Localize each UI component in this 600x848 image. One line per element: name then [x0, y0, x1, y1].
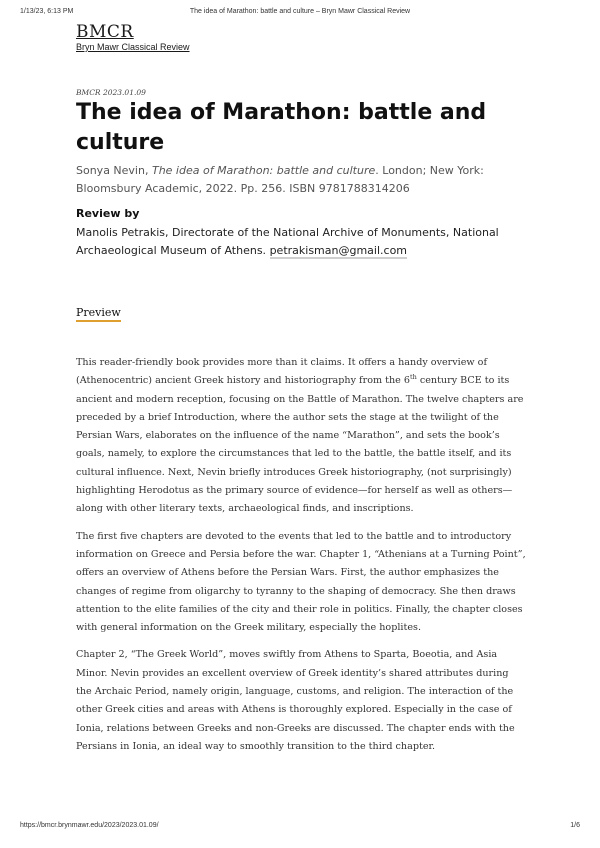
print-page-title: The idea of Marathon: battle and culture – Bryn Mawr Classical Review — [189, 8, 411, 15]
reviewer-affiliation: Manolis Petrakis, Directorate of the National Archive of Monuments, National Archaeological Museum of Athens. — [76, 226, 499, 257]
p1-text-a: This reader-friendly book provides more than it claims. It offers a handy overview of (Athenocentric) ancient Greek history and historiography from the 6 — [76, 357, 488, 387]
citation-details: . London; New York: Bloomsbury Academic, 2022. Pp. 256. ISBN 9781788314206 — [76, 164, 484, 195]
body-paragraph-1 — [76, 354, 526, 519]
p1-text-b: century BCE to its ancient and modern reception, focusing on the Battle of Marathon. The twelve chapters are preceded by a brief Introduction, where the author sets the stage at the twilight of the Persian Wars, elaborates on the influence of the name “Marathon”, and sets the book’s goals, namely, to explore the circumstances that led to the battle, the battle itself, and its cultural influence. Next, Nevin briefly introduces Greek historiography, (not surprisingly) highlighting Herodotus as the primary source of evidence—for herself as well as others—along with other literary texts, archaeological finds, and inscriptions. — [76, 375, 524, 515]
article-title: The idea of Marathon: battle and culture — [76, 100, 487, 155]
site-tagline-link[interactable]: Bryn Mawr Classical Review — [76, 42, 190, 52]
preview-wrapper — [76, 303, 526, 321]
book-citation — [76, 162, 526, 198]
site-logo-link[interactable]: BMCR — [76, 22, 134, 42]
review-body — [76, 354, 526, 765]
body-paragraph-3: Chapter 2, “The Greek World”, moves swiftly from Athens to Sparta, Boeotia, and Asia Minor. Nevin provides an excellent overview of Greek identity’s shared attributes during the Archaic Period, namely origin, language, customs, and religion. The interaction of the other Greek cities and areas with Athens is thoroughly explored. Especially in the case of Ionia, relations between Greeks and non-Greeks are discussed. The chapter ends with the Persians in Ionia, an ideal way to smoothly transition to the third chapter. — [76, 649, 515, 752]
body-paragraph-2: The first five chapters are devoted to the events that led to the battle and to introductory information on Greece and Persia before the war. Chapter 1, “Athenians at a Turning Point”, offers an overview of Athens before the Persian Wars. First, the author emphasizes the changes of regime from oligarchy to tyranny to the shaping of democracy. She then draws attention to the elite families of the city and their role in politics. Finally, the chapter closes with general information on the Greek military, especially the hoplites. — [76, 530, 526, 634]
print-page-number: 1/6 — [570, 822, 580, 829]
citation-book-title: The idea of Marathon: battle and culture — [151, 164, 376, 177]
print-date: 1/13/23, 6:13 PM — [20, 8, 74, 15]
citation-author: Sonya Nevin, — [76, 164, 152, 177]
p1-superscript: th — [409, 373, 417, 382]
print-url: https://bmcr.brynmawr.edu/2023/2023.01.09/ — [20, 822, 159, 829]
reviewer-info — [76, 224, 526, 260]
preview-link[interactable]: Preview — [76, 306, 121, 322]
bmcr-id: BMCR 2023.01.09 — [76, 88, 146, 97]
print-header — [20, 8, 580, 20]
print-footer — [20, 822, 580, 834]
reviewer-email-link[interactable]: petrakisman@gmail.com — [269, 244, 408, 257]
review-by-heading: Review by — [76, 207, 140, 220]
